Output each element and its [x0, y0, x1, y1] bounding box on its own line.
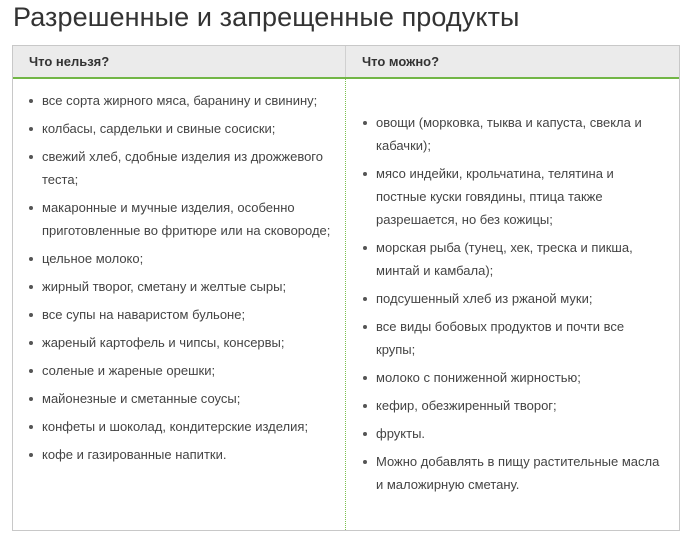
list-item: все супы на наваристом бульоне;: [42, 303, 331, 326]
forbidden-column: [13, 79, 346, 530]
list-item: овощи (морковка, тыква и капуста, свекла и кабачки);: [376, 111, 663, 157]
products-table: [12, 45, 680, 531]
list-item: молоко с пониженной жирностью;: [376, 366, 663, 389]
list-item: все виды бобовых продуктов и почти все крупы;: [376, 315, 663, 361]
list-item: свежий хлеб, сдобные изделия из дрожжевого теста;: [42, 145, 331, 191]
list-item: кофе и газированные напитки.: [42, 443, 331, 466]
forbidden-list: [13, 89, 345, 466]
list-item: колбасы, сардельки и свиные сосиски;: [42, 117, 331, 140]
allowed-list: [346, 111, 679, 496]
list-item: подсушенный хлеб из ржаной муки;: [376, 287, 663, 310]
list-item: жареный картофель и чипсы, консервы;: [42, 331, 331, 354]
list-item: мясо индейки, крольчатина, телятина и постные куски говядины, птица также разрешается, но без кожицы;: [376, 162, 663, 231]
list-item: все сорта жирного мяса, баранину и свинину;: [42, 89, 331, 112]
list-item: соленые и жареные орешки;: [42, 359, 331, 382]
list-item: жирный творог, сметану и желтые сыры;: [42, 275, 331, 298]
list-item: Можно добавлять в пищу растительные масла и маложирную сметану.: [376, 450, 663, 496]
list-item: майонезные и сметанные соусы;: [42, 387, 331, 410]
table-header-row: [13, 46, 679, 79]
list-item: цельное молоко;: [42, 247, 331, 270]
list-item: конфеты и шоколад, кондитерские изделия;: [42, 415, 331, 438]
table-body-row: [13, 79, 679, 530]
list-item: морская рыба (тунец, хек, треска и пикша, минтай и камбала);: [376, 236, 663, 282]
list-item: кефир, обезжиренный творог;: [376, 394, 663, 417]
list-item: макаронные и мучные изделия, особенно приготовленные во фритюре или на сковороде;: [42, 196, 331, 242]
page-title: Разрешенные и запрещенные продукты: [13, 2, 520, 32]
list-item: фрукты.: [376, 422, 663, 445]
allowed-column: [346, 79, 679, 530]
header-allowed: Что можно?: [362, 54, 440, 69]
header-forbidden: Что нельзя?: [13, 46, 346, 77]
